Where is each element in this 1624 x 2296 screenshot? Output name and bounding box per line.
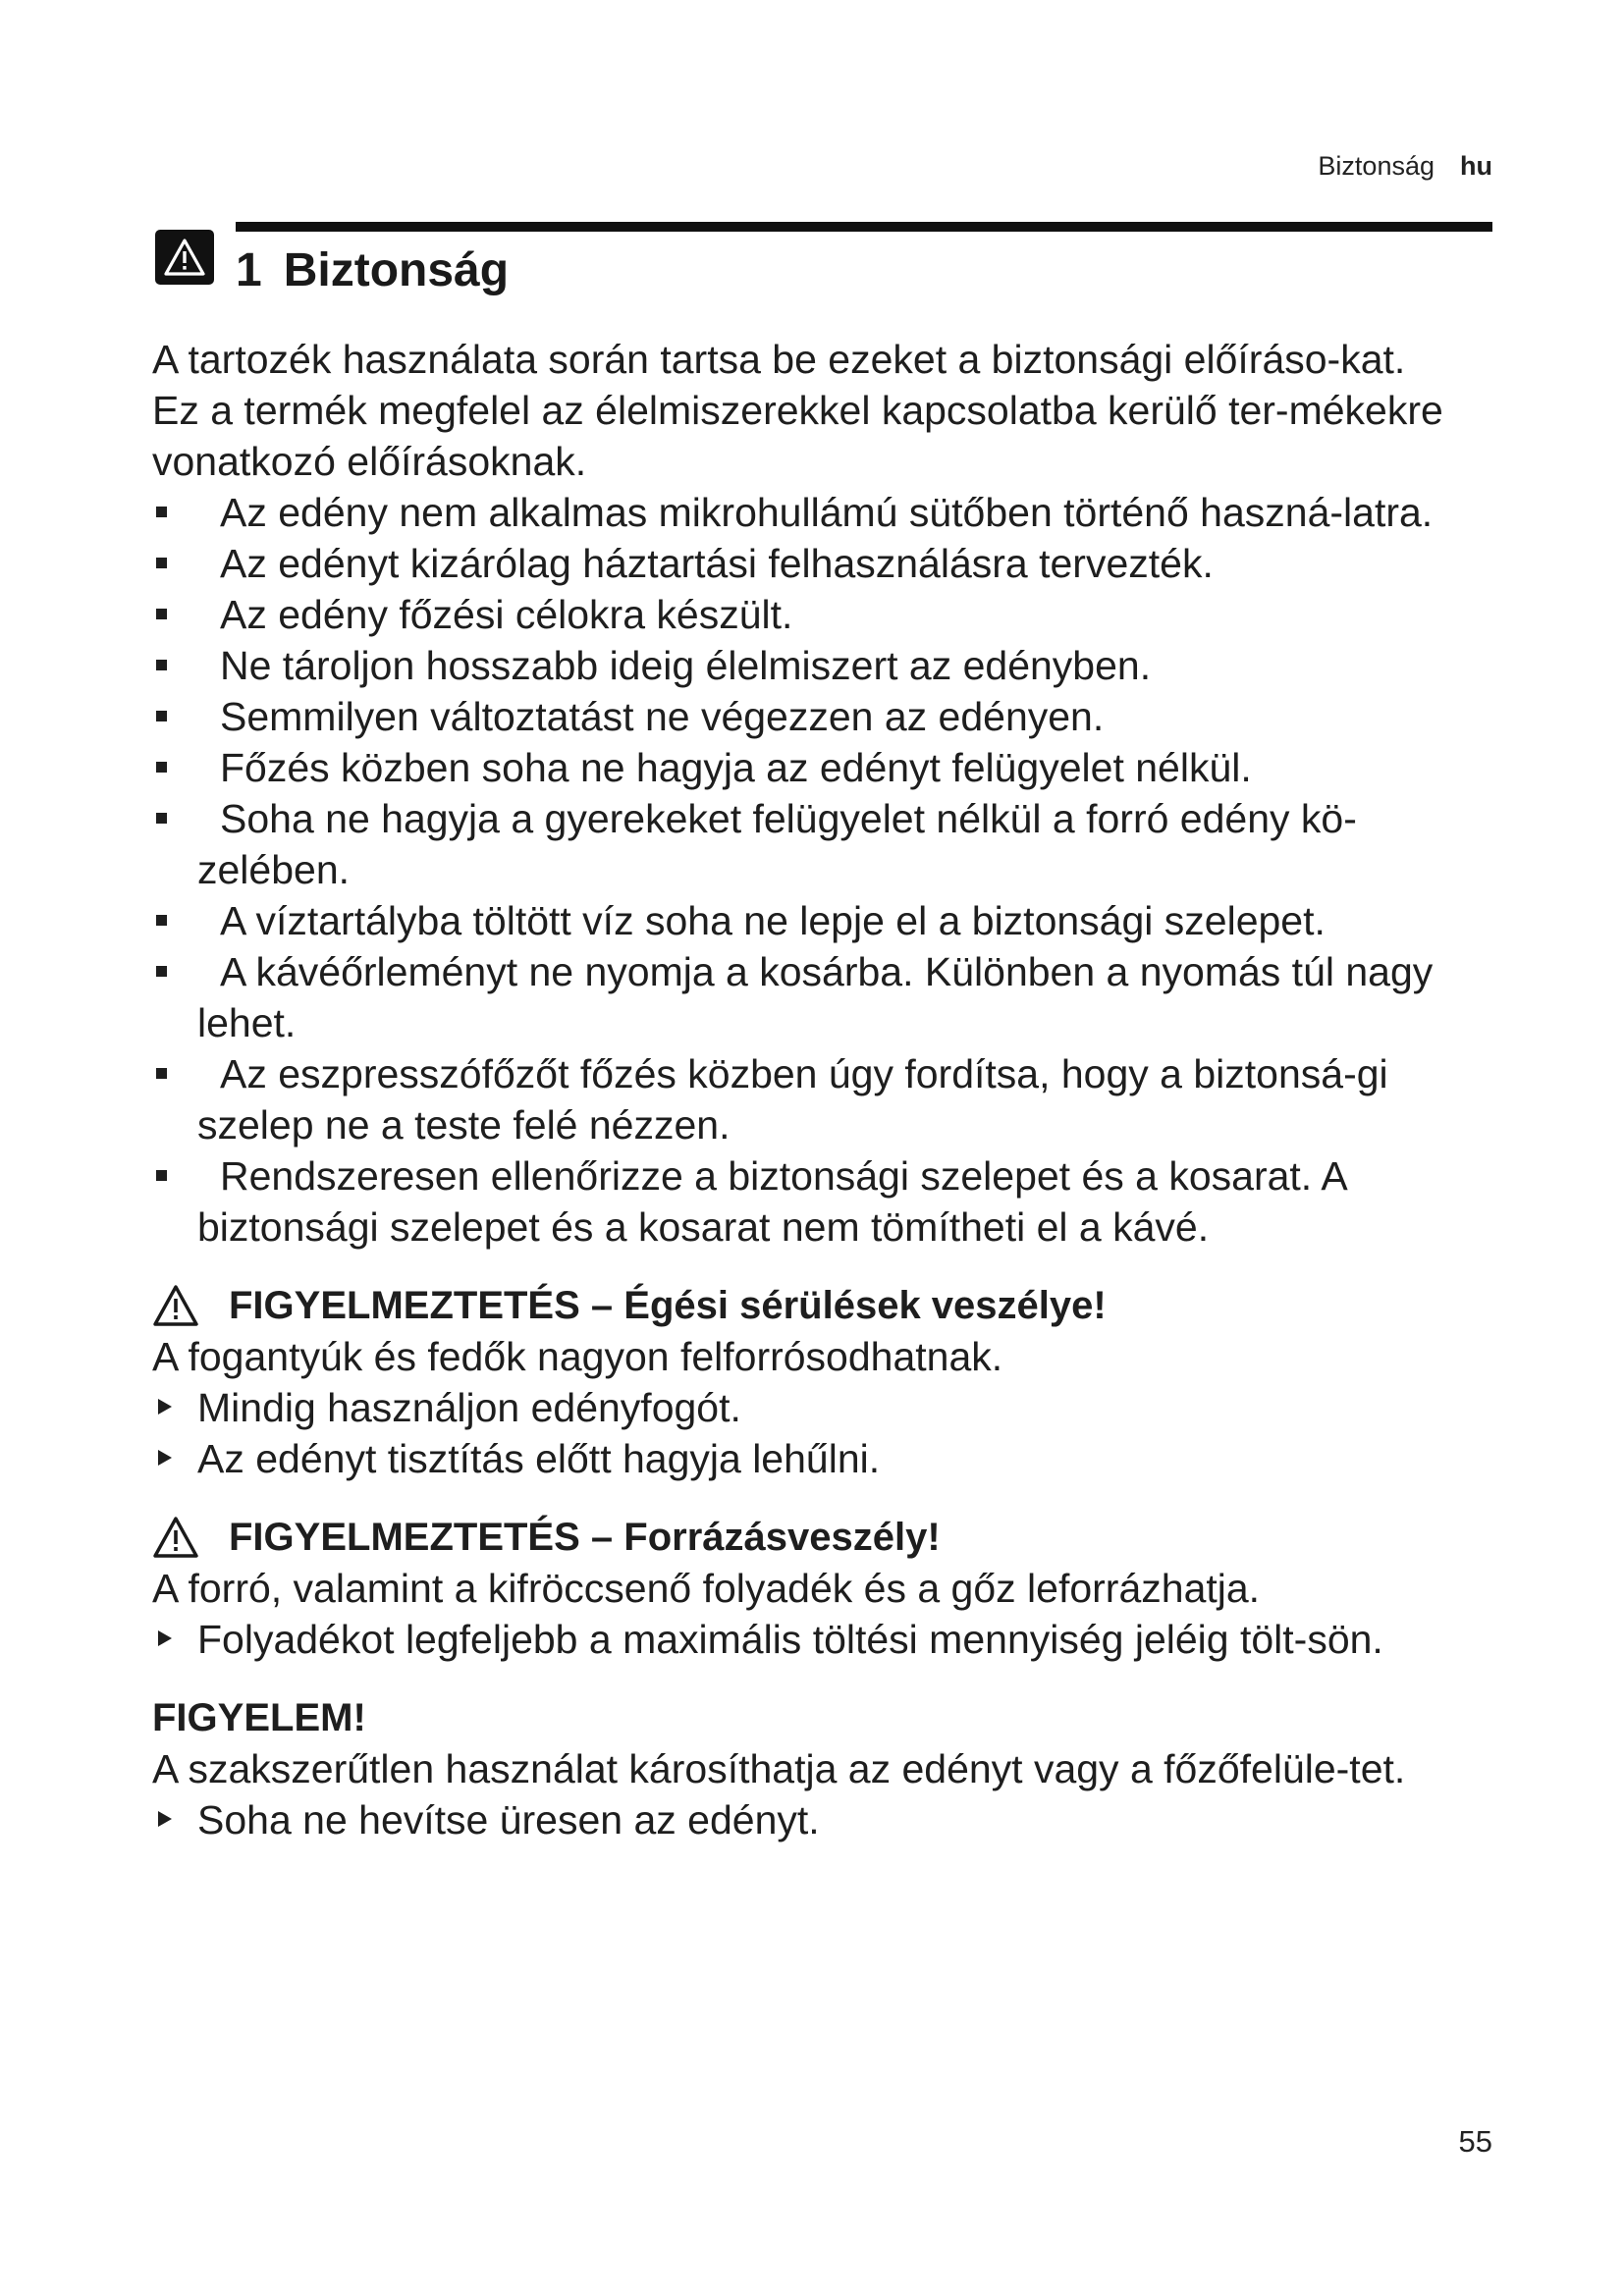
running-header-section: Biztonság [1318, 151, 1435, 181]
warning-steps [152, 1382, 1492, 1484]
warning-heading-burns [152, 1280, 1492, 1331]
bullet-item: Ne tároljon hosszabb ideig élelmiszert az edényben. [152, 640, 1492, 691]
step-item: Soha ne hevítse üresen az edényt. [152, 1794, 1492, 1845]
warning-heading-scalding [152, 1512, 1492, 1563]
bullet-item: Az edény nem alkalmas mikrohullámú sütőben történő haszná-latra. [152, 487, 1492, 538]
notice-heading: FIGYELEM! [152, 1696, 366, 1739]
bullet-item: Soha ne hagyja a gyerekeket felügyelet nélkül a forró edény kö-zelében. [152, 793, 1492, 895]
page-title [236, 243, 509, 298]
warning-text: A forró, valamint a kifröccsenő folyadék és a gőz leforrázhatja. [152, 1566, 1261, 1611]
chapter-title: Biztonság [283, 244, 510, 296]
running-header [1318, 151, 1492, 182]
intro-paragraph: A tartozék használata során tartsa be ezeket a biztonsági előíráso-kat. [152, 337, 1406, 382]
warning-triangle-icon [152, 1516, 199, 1559]
warning-triangle-icon [152, 1284, 199, 1327]
safety-warning-icon [155, 230, 214, 285]
bullet-item: Főzés közben soha ne hagyja az edényt felügyelet nélkül. [152, 742, 1492, 793]
warning-heading-text: FIGYELMEZTETÉS – Égési sérülések veszélye! [229, 1284, 1107, 1327]
chapter-number: 1 [236, 244, 262, 296]
warning-text: A fogantyúk és fedők nagyon felforrósodhatnak. [152, 1334, 1003, 1379]
heading-rule [236, 222, 1492, 232]
warning-heading-text: FIGYELMEZTETÉS – Forrázásveszély! [229, 1516, 941, 1559]
bullet-item: Semmilyen változtatást ne végezzen az edényen. [152, 691, 1492, 742]
running-header-language: hu [1460, 151, 1492, 181]
warning-steps [152, 1614, 1492, 1665]
bullet-item: Az eszpresszófőzőt főzés közben úgy fordítsa, hogy a biztonsá-gi szelep ne a teste felé nézzen. [152, 1048, 1492, 1150]
bullet-item: Rendszeresen ellenőrizze a biztonsági szelepet és a kosarat. A biztonsági szelepet és a kosarat nem tömítheti el a kávé. [152, 1150, 1492, 1253]
safety-content [152, 334, 1492, 1845]
step-item: Folyadékot legfeljebb a maximális töltési mennyiség jeléig tölt-sön. [152, 1614, 1492, 1665]
step-item: Az edényt tisztítás előtt hagyja lehűlni. [152, 1433, 1492, 1484]
safety-bullet-list [152, 487, 1492, 1253]
bullet-item: Az edény főzési célokra készült. [152, 589, 1492, 640]
step-item: Mindig használjon edényfogót. [152, 1382, 1492, 1433]
intro-paragraph: Ez a termék megfelel az élelmiszerekkel kapcsolatba kerülő ter-mékekre vonatkozó előírásoknak. [152, 388, 1443, 484]
notice-steps [152, 1794, 1492, 1845]
page-number: 55 [1458, 2124, 1492, 2159]
bullet-item: Az edényt kizárólag háztartási felhasználásra tervezték. [152, 538, 1492, 589]
bullet-item: A víztartályba töltött víz soha ne lepje el a biztonsági szelepet. [152, 895, 1492, 946]
notice-text: A szakszerűtlen használat károsíthatja az edényt vagy a főzőfelüle-tet. [152, 1746, 1406, 1791]
bullet-item: A kávéőrleményt ne nyomja a kosárba. Különben a nyomás túl nagy lehet. [152, 946, 1492, 1048]
